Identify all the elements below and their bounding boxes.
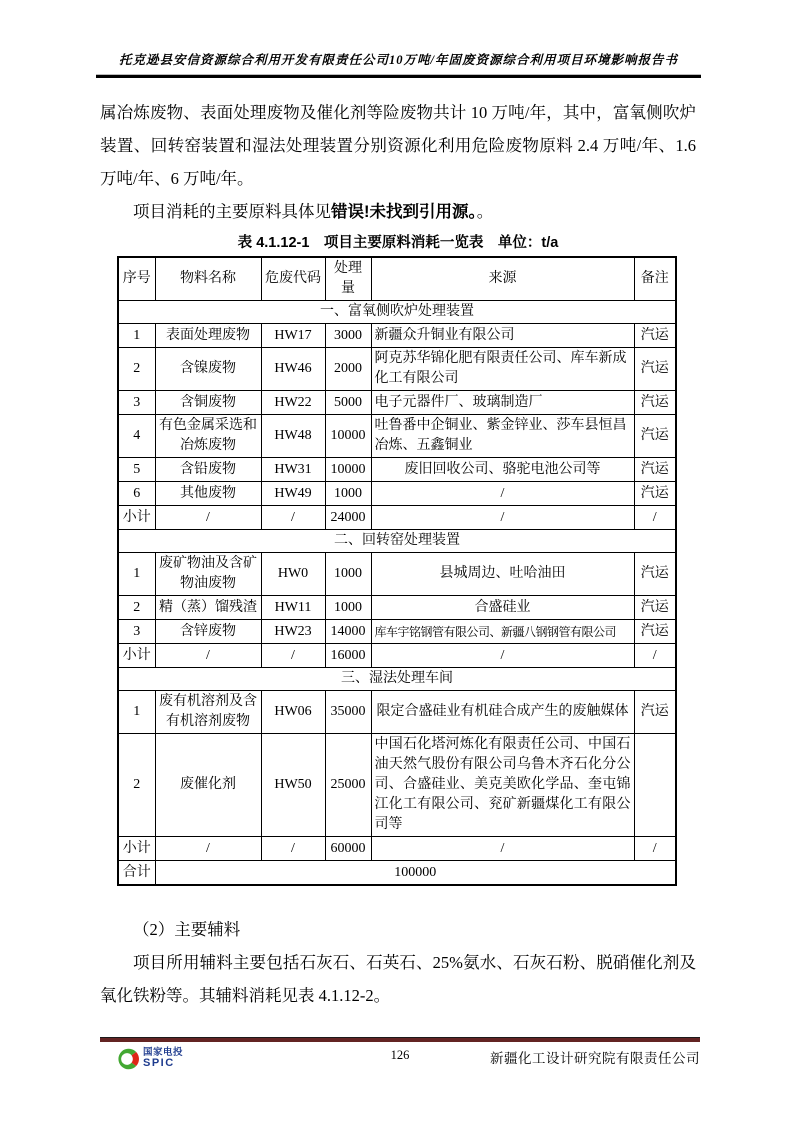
spic-logo-cn: 国家电投	[143, 1047, 184, 1059]
table-cell: /	[371, 644, 634, 668]
reference-suffix: 。	[476, 202, 494, 221]
table-caption: 表 4.1.12-1 项目主要原料消耗一览表 单位：t/a	[237, 235, 559, 251]
table-cell: 2	[118, 596, 155, 620]
table-cell: 废催化剂	[155, 734, 261, 837]
table-cell: 3000	[325, 324, 371, 348]
table-total-row	[118, 861, 676, 886]
table-cell: 6	[118, 482, 155, 506]
table-cell: 汽运	[634, 415, 676, 458]
table-cell: 含镍废物	[155, 348, 261, 391]
column-header: 危废代码	[261, 257, 325, 301]
table-cell: 汽运	[634, 553, 676, 596]
table-cell: 1000	[325, 482, 371, 506]
table-cell: 25000	[325, 734, 371, 837]
table-section-row	[118, 668, 676, 691]
table-cell: /	[634, 506, 676, 530]
table-cell: HW23	[261, 620, 325, 644]
table-cell: HW50	[261, 734, 325, 837]
footer-company: 新疆化工设计研究院有限责任公司	[490, 1051, 700, 1066]
table-cell: 16000	[325, 644, 371, 668]
paragraph-reference	[100, 195, 696, 229]
table-cell: 废矿物油及含矿物油废物	[155, 553, 261, 596]
table-cell: 汽运	[634, 691, 676, 734]
page-header	[96, 50, 701, 78]
table-cell: 县城周边、吐哈油田	[371, 553, 634, 596]
table-cell: /	[371, 482, 634, 506]
table-cell: /	[634, 644, 676, 668]
table-row	[118, 837, 676, 861]
table-cell: 35000	[325, 691, 371, 734]
footer-rule	[100, 1037, 700, 1042]
table-cell: 2	[118, 734, 155, 837]
section-title: 三、湿法处理车间	[118, 668, 676, 691]
spic-logo-en: SPIC	[143, 1057, 175, 1070]
table-cell: HW11	[261, 596, 325, 620]
table-cell: 10000	[325, 415, 371, 458]
table-cell: 库车宇铭钢管有限公司、新疆八钢钢管有限公司	[371, 620, 634, 644]
table-cell: 废有机溶剂及含有机溶剂废物	[155, 691, 261, 734]
table-cell: 3	[118, 620, 155, 644]
table-cell: 汽运	[634, 458, 676, 482]
column-header: 备注	[634, 257, 676, 301]
table-cell	[634, 734, 676, 837]
table-cell: 小计	[118, 506, 155, 530]
table-cell: 含锌废物	[155, 620, 261, 644]
table-cell: /	[261, 837, 325, 861]
table-row	[118, 553, 676, 596]
table-row	[118, 324, 676, 348]
table-cell: 精（蒸）馏残渣	[155, 596, 261, 620]
table-row	[118, 348, 676, 391]
column-header: 来源	[371, 257, 634, 301]
table-section-row	[118, 530, 676, 553]
table-cell: /	[155, 644, 261, 668]
table-header-row	[118, 257, 676, 301]
table-cell: 5000	[325, 391, 371, 415]
table-cell: 有色金属采选和冶炼废物	[155, 415, 261, 458]
table-cell: 2	[118, 348, 155, 391]
table-row	[118, 596, 676, 620]
table-cell: /	[261, 644, 325, 668]
table-cell: /	[155, 837, 261, 861]
table-cell: /	[371, 506, 634, 530]
table-row	[118, 482, 676, 506]
table-cell: 新疆众升铜业有限公司	[371, 324, 634, 348]
table-row	[118, 458, 676, 482]
table-cell: /	[261, 506, 325, 530]
table-cell: 2000	[325, 348, 371, 391]
table-cell: 3	[118, 391, 155, 415]
table-cell: 阿克苏华锦化肥有限责任公司、库车新成化工有限公司	[371, 348, 634, 391]
table-cell: 汽运	[634, 391, 676, 415]
table-body	[118, 301, 676, 886]
raw-materials-table	[117, 256, 677, 886]
table-cell: HW48	[261, 415, 325, 458]
table-cell: 小计	[118, 837, 155, 861]
table-cell: /	[371, 837, 634, 861]
table-cell: 含铅废物	[155, 458, 261, 482]
table-cell: 1000	[325, 553, 371, 596]
table-cell: 5	[118, 458, 155, 482]
table-cell: HW06	[261, 691, 325, 734]
table-cell: HW46	[261, 348, 325, 391]
reference-error-text: 错误!未找到引用源。	[331, 203, 477, 221]
total-label: 合计	[118, 861, 155, 886]
paragraph-intro: 属冶炼废物、表面处理废物及催化剂等险废物共计 10 万吨/年，其中，富氧侧吹炉装置、回转窑装置和湿法处理装置分别资源化利用危险废物原料 2.4 万吨/年、1.6 万吨/年、6 万吨/年。	[100, 103, 696, 188]
page-footer	[100, 1037, 700, 1080]
table-row	[118, 415, 676, 458]
document-body	[100, 96, 696, 1012]
table-cell: /	[634, 837, 676, 861]
table-cell: 汽运	[634, 596, 676, 620]
table-cell: HW31	[261, 458, 325, 482]
table-cell: 其他废物	[155, 482, 261, 506]
table-cell: 中国石化塔河炼化有限责任公司、中国石油天然气股份有限公司乌鲁木齐石化分公司、合盛硅业、美克美欧化学品、奎屯锦江化工有限公司、兖矿新疆煤化工有限公司等	[371, 734, 634, 837]
table-cell: 1	[118, 691, 155, 734]
table-cell: 电子元器件厂、玻璃制造厂	[371, 391, 634, 415]
page-number: 126	[390, 1048, 410, 1062]
reference-prefix: 项目消耗的主要原料具体见	[133, 202, 331, 221]
table-cell: 废旧回收公司、骆驼电池公司等	[371, 458, 634, 482]
table-row	[118, 644, 676, 668]
table-cell: 限定合盛硅业有机硅合成产生的废触媒体	[371, 691, 634, 734]
table-cell: 汽运	[634, 324, 676, 348]
section-title: 二、回转窑处理装置	[118, 530, 676, 553]
table-row	[118, 506, 676, 530]
table-cell: 小计	[118, 644, 155, 668]
table-cell: HW22	[261, 391, 325, 415]
table-cell: 表面处理废物	[155, 324, 261, 348]
table-row	[118, 691, 676, 734]
table-cell: 吐鲁番中企铜业、紫金锌业、莎车县恒昌冶炼、五鑫铜业	[371, 415, 634, 458]
column-header: 处理量	[325, 257, 371, 301]
paragraph-auxiliary: 项目所用辅料主要包括石灰石、石英石、25%氨水、石灰石粉、脱硝催化剂及氧化铁粉等。其辅料消耗见表 4.1.12-2。	[100, 953, 696, 1005]
column-header: 序号	[118, 257, 155, 301]
table-cell: HW17	[261, 324, 325, 348]
table-cell: 汽运	[634, 482, 676, 506]
table-cell: 汽运	[634, 348, 676, 391]
table-cell: HW49	[261, 482, 325, 506]
table-cell: 10000	[325, 458, 371, 482]
table-cell: 1000	[325, 596, 371, 620]
table-section-row	[118, 301, 676, 324]
table-cell: 含铜废物	[155, 391, 261, 415]
header-title: 托克逊县安信资源综合利用开发有限责任公司10万吨/年固废资源综合利用项目环境影响报告书	[119, 53, 678, 67]
table-cell: 汽运	[634, 620, 676, 644]
table-cell: /	[155, 506, 261, 530]
table-row	[118, 391, 676, 415]
table-cell: 24000	[325, 506, 371, 530]
column-header: 物料名称	[155, 257, 261, 301]
table-cell: 合盛硅业	[371, 596, 634, 620]
table-cell: 60000	[325, 837, 371, 861]
total-value: 100000	[155, 861, 676, 886]
table-cell: HW0	[261, 553, 325, 596]
table-cell: 1	[118, 553, 155, 596]
subheading-auxiliary: （2）主要辅料	[133, 920, 241, 939]
section-title: 一、富氧侧吹炉处理装置	[118, 301, 676, 324]
table-cell: 1	[118, 324, 155, 348]
table-row	[118, 734, 676, 837]
footer-row	[100, 1046, 700, 1080]
table-cell: 14000	[325, 620, 371, 644]
header-rule	[96, 74, 701, 78]
table-cell: 4	[118, 415, 155, 458]
table-row	[118, 620, 676, 644]
